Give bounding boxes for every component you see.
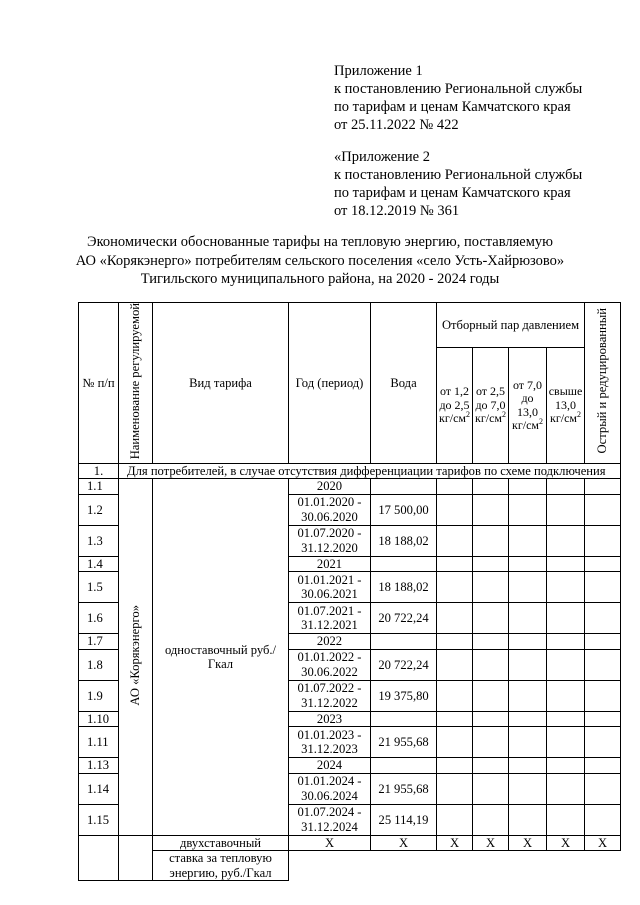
header-org: Наименование регулируемой: [119, 303, 153, 464]
empty-cell: [79, 835, 119, 881]
empty-cell: [547, 494, 585, 525]
empty-cell: [509, 727, 547, 758]
x-mark: X: [437, 835, 473, 851]
row-period: 2021: [289, 556, 371, 572]
empty-cell: [473, 634, 509, 650]
row-period: 01.01.2020 - 30.06.2020: [289, 494, 371, 525]
two-part-row: [79, 835, 621, 851]
empty-cell: [547, 479, 585, 495]
empty-cell: [437, 479, 473, 495]
empty-cell: [585, 804, 621, 835]
x-mark: X: [371, 835, 437, 851]
empty-cell: [371, 711, 437, 727]
empty-cell: [547, 634, 585, 650]
empty-cell: [509, 572, 547, 603]
row-num: 1.13: [79, 758, 119, 774]
empty-cell: [585, 711, 621, 727]
row-period: 01.07.2024 - 31.12.2024: [289, 804, 371, 835]
row-period: 01.01.2024 - 30.06.2024: [289, 773, 371, 804]
empty-cell: [509, 556, 547, 572]
empty-cell: [509, 649, 547, 680]
empty-cell: [509, 494, 547, 525]
header-pressure-1: от 1,2 до 2,5 $кг/см^2$: [437, 348, 473, 464]
row-period: 2023: [289, 711, 371, 727]
row-num: 1.3: [79, 525, 119, 556]
appendix-2-header: [334, 148, 624, 220]
empty-cell: [437, 572, 473, 603]
title-line: АО «Корякэнерго» потребителям сельского поселения «село Усть-Хайрюзово»: [75, 252, 565, 269]
empty-cell: [547, 603, 585, 634]
empty-cell: [437, 494, 473, 525]
empty-cell: [371, 758, 437, 774]
header-steam: Отборный пар давлением: [437, 303, 585, 348]
empty-cell: [585, 773, 621, 804]
row-num: 1.1: [79, 479, 119, 495]
org-name-cell: [119, 479, 153, 836]
table-row: [79, 479, 621, 495]
empty-cell: [547, 711, 585, 727]
document-title: [20, 233, 620, 289]
empty-cell: [547, 572, 585, 603]
empty-cell: [473, 804, 509, 835]
row-water-value: 25 114,19: [371, 804, 437, 835]
header-pressure-3: от 7,0 до 13,0 $кг/см^2$: [509, 348, 547, 464]
empty-cell: [437, 603, 473, 634]
empty-cell: [585, 572, 621, 603]
x-mark: X: [473, 835, 509, 851]
empty-cell: [473, 649, 509, 680]
empty-cell: [473, 727, 509, 758]
empty-cell: [509, 603, 547, 634]
empty-cell: [509, 680, 547, 711]
empty-cell: [473, 556, 509, 572]
empty-cell: [585, 758, 621, 774]
empty-cell: [437, 680, 473, 711]
empty-cell: [437, 556, 473, 572]
empty-cell: [473, 494, 509, 525]
row-num: 1.8: [79, 649, 119, 680]
x-mark: X: [509, 835, 547, 851]
tariff-table: [78, 302, 621, 881]
two-part-sub-label: ставка за тепловую энергию, руб./Гкал: [153, 851, 289, 881]
row-period: 2024: [289, 758, 371, 774]
row-period: 01.07.2022 - 31.12.2022: [289, 680, 371, 711]
appendix-1-header: [334, 62, 624, 134]
empty-cell: [585, 649, 621, 680]
section-title: Для потребителей, в случае отсутствия дифференциации тарифов по схеме подключения: [119, 463, 621, 479]
empty-cell: [509, 773, 547, 804]
row-period: 01.01.2021 - 30.06.2021: [289, 572, 371, 603]
header-pressure-4: свыше 13,0 $кг/см^2$: [547, 348, 585, 464]
two-part-label: двухставочный: [153, 835, 289, 851]
empty-cell: [437, 711, 473, 727]
header-sharp: Острый и редуцированный: [585, 303, 621, 464]
row-period: 01.07.2021 - 31.12.2021: [289, 603, 371, 634]
org-name: АО «Корякэнерго»: [128, 604, 143, 706]
empty-cell: [585, 727, 621, 758]
row-water-value: 17 500,00: [371, 494, 437, 525]
title-line: Экономически обоснованные тарифы на тепловую энергию, поставляемую: [87, 234, 553, 250]
appendix-1-line: Приложение 1: [334, 63, 423, 79]
empty-cell: [509, 634, 547, 650]
row-num: 1.14: [79, 773, 119, 804]
section-row: [79, 463, 621, 479]
row-period: 01.01.2023 - 31.12.2023: [289, 727, 371, 758]
empty-cell: [473, 479, 509, 495]
empty-cell: [371, 556, 437, 572]
header-pressure-2: от 2,5 до 7,0 $кг/см^2$: [473, 348, 509, 464]
row-period: 01.07.2020 - 31.12.2020: [289, 525, 371, 556]
empty-cell: [585, 494, 621, 525]
appendix-1-line: по тарифам и ценам Камчатского края: [334, 99, 571, 115]
appendix-2-line: от 18.12.2019 № 361: [334, 203, 460, 219]
row-num: 1.2: [79, 494, 119, 525]
empty-cell: [473, 773, 509, 804]
empty-cell: [585, 479, 621, 495]
row-num: 1.11: [79, 727, 119, 758]
title-line: Тигильского муниципального района, на 2020 - 2024 годы: [140, 271, 500, 287]
two-part-sub-row: [79, 851, 621, 881]
empty-cell: [547, 727, 585, 758]
empty-cell: [585, 680, 621, 711]
empty-cell: [473, 711, 509, 727]
empty-cell: [437, 525, 473, 556]
empty-cell: [585, 525, 621, 556]
empty-cell: [585, 603, 621, 634]
x-mark: X: [585, 835, 621, 851]
empty-cell: [371, 479, 437, 495]
row-water-value: 21 955,68: [371, 773, 437, 804]
header-tariff-type: Вид тарифа: [153, 303, 289, 464]
header-year: Год (период): [289, 303, 371, 464]
row-num: 1.10: [79, 711, 119, 727]
row-period: 01.01.2022 - 30.06.2022: [289, 649, 371, 680]
row-num: 1.5: [79, 572, 119, 603]
appendix-1-line: к постановлению Региональной службы: [334, 81, 583, 97]
empty-cell: [473, 758, 509, 774]
row-num: 1.6: [79, 603, 119, 634]
empty-cell: [473, 680, 509, 711]
row-period: 2022: [289, 634, 371, 650]
empty-cell: [437, 804, 473, 835]
header-num: № п/п: [79, 303, 119, 464]
empty-cell: [547, 773, 585, 804]
header-row: [79, 303, 621, 348]
empty-cell: [509, 758, 547, 774]
empty-cell: [371, 634, 437, 650]
empty-cell: [119, 835, 153, 881]
empty-cell: [547, 556, 585, 572]
empty-cell: [509, 804, 547, 835]
empty-cell: [547, 758, 585, 774]
empty-cell: [437, 634, 473, 650]
empty-cell: [437, 649, 473, 680]
empty-cell: [547, 649, 585, 680]
row-num: 1.7: [79, 634, 119, 650]
row-water-value: 21 955,68: [371, 727, 437, 758]
empty-cell: [509, 525, 547, 556]
x-mark: X: [289, 835, 371, 851]
header-water: Вода: [371, 303, 437, 464]
appendix-2-line: по тарифам и ценам Камчатского края: [334, 185, 571, 201]
empty-cell: [547, 525, 585, 556]
empty-cell: [585, 634, 621, 650]
row-water-value: 18 188,02: [371, 525, 437, 556]
section-num: 1.: [79, 463, 119, 479]
empty-cell: [473, 572, 509, 603]
appendix-2-line: «Приложение 2: [334, 149, 430, 165]
empty-cell: [473, 525, 509, 556]
empty-cell: [437, 773, 473, 804]
empty-cell: [509, 711, 547, 727]
row-num: 1.15: [79, 804, 119, 835]
empty-cell: [437, 727, 473, 758]
row-water-value: 20 722,24: [371, 603, 437, 634]
row-period: 2020: [289, 479, 371, 495]
empty-cell: [473, 603, 509, 634]
empty-cell: [585, 556, 621, 572]
appendix-2-line: к постановлению Региональной службы: [334, 167, 583, 183]
row-water-value: 20 722,24: [371, 649, 437, 680]
tariff-one-part: одноставочный руб./Гкал: [153, 479, 289, 836]
row-water-value: 18 188,02: [371, 572, 437, 603]
appendix-1-line: от 25.11.2022 № 422: [334, 117, 459, 133]
empty-cell: [547, 680, 585, 711]
empty-cell: [509, 479, 547, 495]
row-num: 1.9: [79, 680, 119, 711]
x-mark: X: [547, 835, 585, 851]
row-num: 1.4: [79, 556, 119, 572]
empty-cell: [437, 758, 473, 774]
row-water-value: 19 375,80: [371, 680, 437, 711]
empty-cell: [547, 804, 585, 835]
